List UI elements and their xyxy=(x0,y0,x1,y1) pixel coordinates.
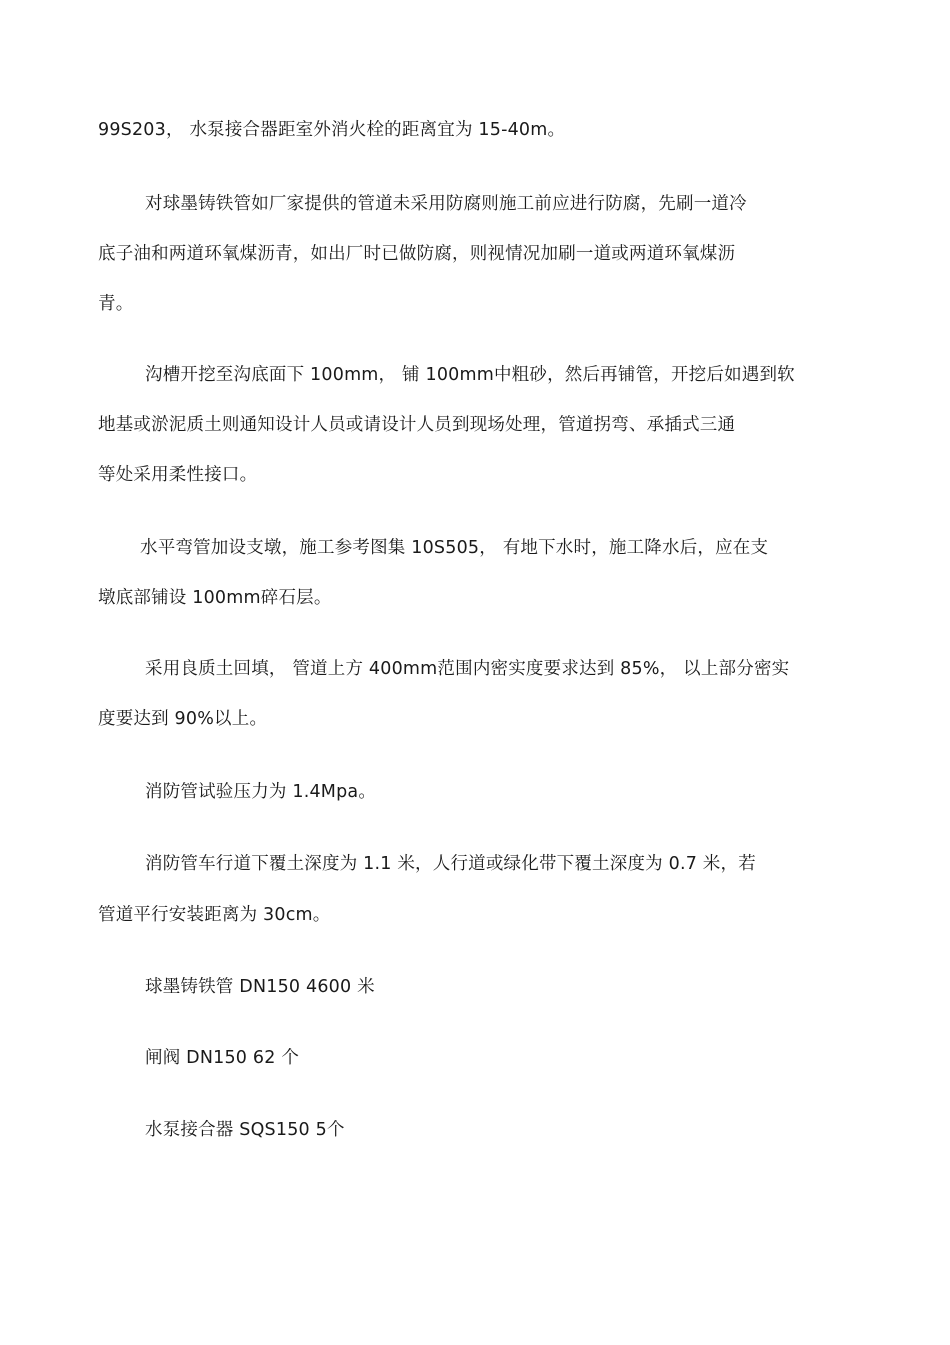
paragraph-4-line-2: 墩底部铺设 100mm碎石层。 xyxy=(98,588,332,608)
paragraph-4-line-1: 水平弯管加设支墩，施工参考图集 10S505， 有地下水时，施工降水后，应在支 xyxy=(140,538,769,558)
paragraph-9-line-1: 闸阀 DN150 62 个 xyxy=(145,1048,300,1068)
paragraph-3-line-3: 等处采用柔性接口。 xyxy=(98,465,258,485)
paragraph-1-line-1: 99S203， 水泵接合器距室外消火栓的距离宜为 15-40m。 xyxy=(98,120,566,140)
paragraph-2-line-1: 对球墨铸铁管如厂家提供的管道未采用防腐则施工前应进行防腐，先刷一道冷 xyxy=(145,194,747,214)
paragraph-6-line-1: 消防管试验压力为 1.4Mpa。 xyxy=(145,782,377,802)
paragraph-7-line-1: 消防管车行道下覆土深度为 1.1 米，人行道或绿化带下覆土深度为 0.7 米，若 xyxy=(145,854,756,874)
paragraph-8-line-1: 球墨铸铁管 DN150 4600 米 xyxy=(145,977,375,997)
paragraph-5-line-1: 采用良质土回填， 管道上方 400mm范围内密实度要求达到 85%， 以上部分密实 xyxy=(145,659,790,679)
paragraph-2-line-2: 底子油和两道环氧煤沥青，如出厂时已做防腐，则视情况加刷一道或两道环氧煤沥 xyxy=(98,244,736,264)
paragraph-7-line-2: 管道平行安装距离为 30cm。 xyxy=(98,905,331,925)
paragraph-2-line-3: 青。 xyxy=(98,294,134,314)
paragraph-5-line-2: 度要达到 90%以上。 xyxy=(98,709,268,729)
paragraph-3-line-2: 地基或淤泥质土则通知设计人员或请设计人员到现场处理，管道拐弯、承插式三通 xyxy=(98,415,736,435)
paragraph-3-line-1: 沟槽开挖至沟底面下 100mm， 铺 100mm中粗砂，然后再铺管，开挖后如遇到软 xyxy=(145,365,795,385)
paragraph-10-line-1: 水泵接合器 SQS150 5个 xyxy=(145,1120,345,1140)
